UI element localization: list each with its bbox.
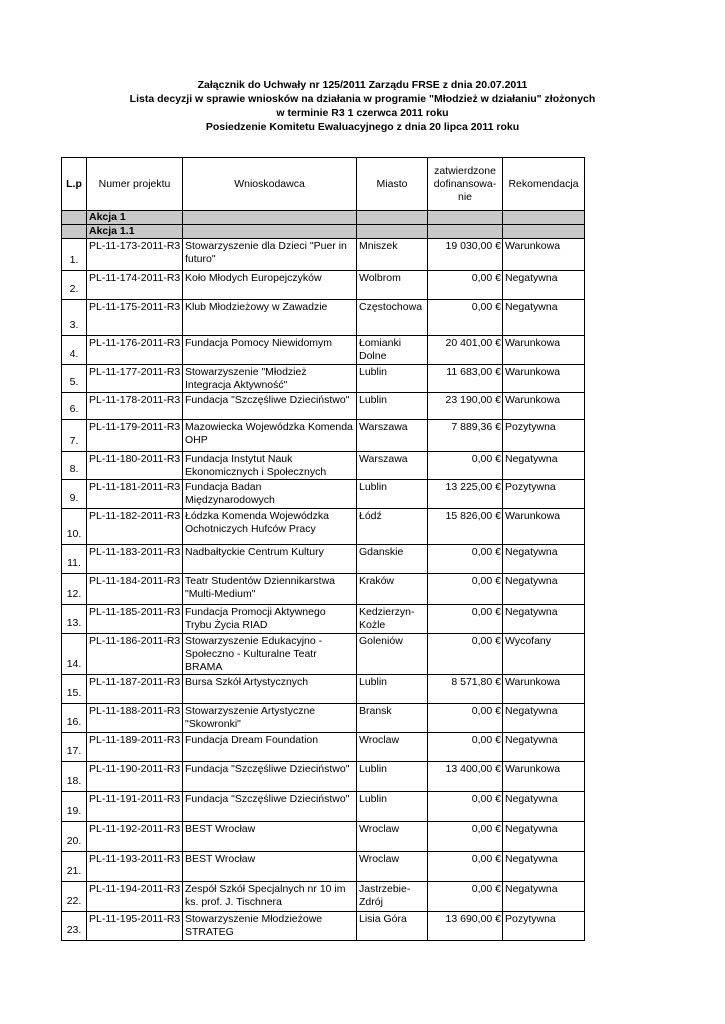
applicant-name-cell: BEST Wrocław bbox=[183, 852, 357, 882]
recommendation-cell: Negatywna bbox=[503, 792, 585, 822]
recommendation-cell: Negatywna bbox=[503, 822, 585, 852]
city-cell: Łomianki Dolne bbox=[357, 336, 428, 365]
table-row bbox=[62, 912, 585, 941]
table-row bbox=[62, 822, 585, 852]
project-number-cell: PL-11-187-2011-R3 bbox=[87, 675, 183, 704]
approved-amount-cell: 23 190,00 € bbox=[428, 393, 503, 420]
recommendation-cell: Pozytywna bbox=[503, 420, 585, 452]
table-row bbox=[62, 605, 585, 634]
city-cell: Mniszek bbox=[357, 239, 428, 271]
recommendation-cell: Negatywna bbox=[503, 605, 585, 634]
applicant-name-cell: Łódzka Komenda Wojewódzka Ochotniczych Hufców Pracy bbox=[183, 509, 357, 545]
applicant-name-cell: Bursa Szkół Artystycznych bbox=[183, 675, 357, 704]
row-number-cell: 15. bbox=[62, 675, 87, 704]
header-title: Załącznik do Uchwały nr 125/2011 Zarządu FRSE z dnia 20.07.2011 bbox=[197, 79, 528, 91]
city-cell: Lublin bbox=[357, 762, 428, 792]
row-number-cell: 19. bbox=[62, 792, 87, 822]
table-row bbox=[62, 271, 585, 300]
city-cell: Goleniów bbox=[357, 634, 428, 675]
row-number-cell: 23. bbox=[62, 912, 87, 941]
row-number-cell: 18. bbox=[62, 762, 87, 792]
project-number-cell: PL-11-176-2011-R3 bbox=[87, 336, 183, 365]
recommendation-cell: Negatywna bbox=[503, 271, 585, 300]
row-number-cell: 11. bbox=[62, 545, 87, 574]
applicant-name-cell: Stowarzyszenie Artystyczne "Skowronki" bbox=[183, 704, 357, 733]
row-number-cell: 22. bbox=[62, 882, 87, 912]
table-row bbox=[62, 545, 585, 574]
recommendation-cell: Warunkowa bbox=[503, 365, 585, 393]
table-row bbox=[62, 300, 585, 336]
city-cell: Gdanskie bbox=[357, 545, 428, 574]
city-cell: Lublin bbox=[357, 365, 428, 393]
project-number-cell: PL-11-191-2011-R3 bbox=[87, 792, 183, 822]
col-header-project: Numer projektu bbox=[87, 158, 183, 211]
approved-amount-cell: 0,00 € bbox=[428, 634, 503, 675]
approved-amount-cell: 0,00 € bbox=[428, 852, 503, 882]
row-number-cell: 4. bbox=[62, 336, 87, 365]
row-number-cell: 1. bbox=[62, 239, 87, 271]
row-number-cell: 13. bbox=[62, 605, 87, 634]
recommendation-cell: Negatywna bbox=[503, 574, 585, 605]
applicant-name-cell: Fundacja Dream Foundation bbox=[183, 733, 357, 762]
applicant-name-cell: Stowarzyszenie Edukacyjno - Społeczno - Kulturalne Teatr BRAMA bbox=[183, 634, 357, 675]
applicant-name-cell: Zespół Szkół Specjalnych nr 10 im ks. prof. J. Tischnera bbox=[183, 882, 357, 912]
recommendation-cell: Negatywna bbox=[503, 704, 585, 733]
approved-amount-cell: 0,00 € bbox=[428, 822, 503, 852]
table-row bbox=[62, 792, 585, 822]
approved-amount-cell: 13 690,00 € bbox=[428, 912, 503, 941]
table-row bbox=[62, 704, 585, 733]
approved-amount-cell: 0,00 € bbox=[428, 574, 503, 605]
city-cell: Warszawa bbox=[357, 452, 428, 480]
approved-amount-cell: 8 571,80 € bbox=[428, 675, 503, 704]
table-row bbox=[62, 480, 585, 509]
row-number-cell: 8. bbox=[62, 452, 87, 480]
project-number-cell: PL-11-188-2011-R3 bbox=[87, 704, 183, 733]
col-header-amount: zatwierdzone dofinansowa-nie bbox=[428, 158, 503, 211]
table-row bbox=[62, 882, 585, 912]
table-row bbox=[62, 509, 585, 545]
row-number-cell: 14. bbox=[62, 634, 87, 675]
approved-amount-cell: 0,00 € bbox=[428, 704, 503, 733]
table-row bbox=[62, 420, 585, 452]
section-label: Akcja 1 bbox=[87, 211, 183, 225]
row-number-cell: 5. bbox=[62, 365, 87, 393]
applicant-name-cell: Stowarzyszenie "Młodzież Integracja Aktywność" bbox=[183, 365, 357, 393]
applicant-name-cell: Teatr Studentów Dziennikarstwa "Multi-Medium" bbox=[183, 574, 357, 605]
recommendation-cell: Pozytywna bbox=[503, 912, 585, 941]
col-header-city: Miasto bbox=[357, 158, 428, 211]
table-row bbox=[62, 762, 585, 792]
table-row bbox=[62, 852, 585, 882]
table-row bbox=[62, 393, 585, 420]
city-cell: Lisia Góra bbox=[357, 912, 428, 941]
approved-amount-cell: 11 683,00 € bbox=[428, 365, 503, 393]
recommendation-cell: Negatywna bbox=[503, 452, 585, 480]
applicant-name-cell: Fundacja "Szczęśliwe Dzieciństwo" bbox=[183, 762, 357, 792]
section-row-akcja-1 bbox=[62, 211, 585, 225]
applicant-name-cell: Stowarzyszenie Młodzieżowe STRATEG bbox=[183, 912, 357, 941]
city-cell: Kedzierzyn-Kożle bbox=[357, 605, 428, 634]
table-row bbox=[62, 675, 585, 704]
row-number-cell: 17. bbox=[62, 733, 87, 762]
approved-amount-cell: 15 826,00 € bbox=[428, 509, 503, 545]
approved-amount-cell: 0,00 € bbox=[428, 545, 503, 574]
col-header-recommendation: Rekomendacja bbox=[503, 158, 585, 211]
project-number-cell: PL-11-177-2011-R3 bbox=[87, 365, 183, 393]
applicant-name-cell: Koło Młodych Europejczyków bbox=[183, 271, 357, 300]
row-number-cell: 21. bbox=[62, 852, 87, 882]
approved-amount-cell: 0,00 € bbox=[428, 733, 503, 762]
project-number-cell: PL-11-189-2011-R3 bbox=[87, 733, 183, 762]
project-number-cell: PL-11-173-2011-R3 bbox=[87, 239, 183, 271]
applicant-name-cell: BEST Wrocław bbox=[183, 822, 357, 852]
city-cell: Wroclaw bbox=[357, 852, 428, 882]
recommendation-cell: Warunkowa bbox=[503, 336, 585, 365]
table-header-row bbox=[62, 158, 585, 211]
approved-amount-cell: 13 400,00 € bbox=[428, 762, 503, 792]
recommendation-cell: Pozytywna bbox=[503, 480, 585, 509]
applicant-name-cell: Fundacja "Szczęśliwe Dzieciństwo" bbox=[183, 393, 357, 420]
recommendation-cell: Negatywna bbox=[503, 545, 585, 574]
table-row bbox=[62, 634, 585, 675]
row-number-cell: 20. bbox=[62, 822, 87, 852]
city-cell: Warszawa bbox=[357, 420, 428, 452]
applicant-name-cell: Stowarzyszenie dla Dzieci "Puer in futuro" bbox=[183, 239, 357, 271]
city-cell: Kraków bbox=[357, 574, 428, 605]
header-subtitle: Lista decyzji w sprawie wniosków na działania w programie "Młodzież w działaniu" złożonych bbox=[129, 93, 596, 105]
row-number-cell: 3. bbox=[62, 300, 87, 336]
approved-amount-cell: 0,00 € bbox=[428, 300, 503, 336]
applicant-name-cell: Fundacja Pomocy Niewidomym bbox=[183, 336, 357, 365]
approved-amount-cell: 20 401,00 € bbox=[428, 336, 503, 365]
approved-amount-cell: 0,00 € bbox=[428, 605, 503, 634]
applicant-name-cell: Fundacja "Szczęśliwe Dzieciństwo" bbox=[183, 792, 357, 822]
row-number-cell: 6. bbox=[62, 393, 87, 420]
project-number-cell: PL-11-194-2011-R3 bbox=[87, 882, 183, 912]
city-cell: Częstochowa bbox=[357, 300, 428, 336]
recommendation-cell: Negatywna bbox=[503, 733, 585, 762]
row-number-cell: 2. bbox=[62, 271, 87, 300]
approved-amount-cell: 0,00 € bbox=[428, 271, 503, 300]
city-cell: Wroclaw bbox=[357, 822, 428, 852]
project-number-cell: PL-11-182-2011-R3 bbox=[87, 509, 183, 545]
approved-amount-cell: 13 225,00 € bbox=[428, 480, 503, 509]
approved-amount-cell: 19 030,00 € bbox=[428, 239, 503, 271]
row-number-cell: 12. bbox=[62, 574, 87, 605]
applicant-name-cell: Mazowiecka Wojewódzka Komenda OHP bbox=[183, 420, 357, 452]
recommendation-cell: Wycofany bbox=[503, 634, 585, 675]
city-cell: Lublin bbox=[357, 480, 428, 509]
project-number-cell: PL-11-183-2011-R3 bbox=[87, 545, 183, 574]
table-row bbox=[62, 336, 585, 365]
applicant-name-cell: Fundacja Promocji Aktywnego Trybu Życia RIAD bbox=[183, 605, 357, 634]
project-number-cell: PL-11-195-2011-R3 bbox=[87, 912, 183, 941]
recommendation-cell: Warunkowa bbox=[503, 509, 585, 545]
project-number-cell: PL-11-186-2011-R3 bbox=[87, 634, 183, 675]
col-header-applicant: Wnioskodawca bbox=[183, 158, 357, 211]
project-number-cell: PL-11-185-2011-R3 bbox=[87, 605, 183, 634]
header-term: w terminie R3 1 czerwca 2011 roku bbox=[276, 107, 449, 119]
city-cell: Lublin bbox=[357, 792, 428, 822]
recommendation-cell: Warunkowa bbox=[503, 239, 585, 271]
project-number-cell: PL-11-180-2011-R3 bbox=[87, 452, 183, 480]
project-number-cell: PL-11-190-2011-R3 bbox=[87, 762, 183, 792]
applicant-name-cell: Fundacja Badan Międzynarodowych bbox=[183, 480, 357, 509]
project-number-cell: PL-11-181-2011-R3 bbox=[87, 480, 183, 509]
project-number-cell: PL-11-179-2011-R3 bbox=[87, 420, 183, 452]
city-cell: Lublin bbox=[357, 393, 428, 420]
table-row bbox=[62, 733, 585, 762]
header-session: Posiedzenie Komitetu Ewaluacyjnego z dnia 20 lipca 2011 roku bbox=[205, 121, 520, 133]
project-number-cell: PL-11-178-2011-R3 bbox=[87, 393, 183, 420]
city-cell: Lublin bbox=[357, 675, 428, 704]
project-number-cell: PL-11-192-2011-R3 bbox=[87, 822, 183, 852]
approved-amount-cell: 0,00 € bbox=[428, 882, 503, 912]
document-header bbox=[0, 78, 725, 134]
project-number-cell: PL-11-193-2011-R3 bbox=[87, 852, 183, 882]
recommendation-cell: Warunkowa bbox=[503, 675, 585, 704]
applicant-name-cell: Fundacja Instytut Nauk Ekonomicznych i Społecznych bbox=[183, 452, 357, 480]
city-cell: Bransk bbox=[357, 704, 428, 733]
recommendation-cell: Negatywna bbox=[503, 300, 585, 336]
recommendation-cell: Negatywna bbox=[503, 852, 585, 882]
row-number-cell: 10. bbox=[62, 509, 87, 545]
approved-amount-cell: 0,00 € bbox=[428, 452, 503, 480]
row-number-cell: 9. bbox=[62, 480, 87, 509]
table-row bbox=[62, 452, 585, 480]
decisions-table bbox=[61, 157, 585, 941]
row-number-cell: 7. bbox=[62, 420, 87, 452]
city-cell: Jastrzebie-Zdrój bbox=[357, 882, 428, 912]
city-cell: Wroclaw bbox=[357, 733, 428, 762]
project-number-cell: PL-11-175-2011-R3 bbox=[87, 300, 183, 336]
applicant-name-cell: Nadbałtyckie Centrum Kultury bbox=[183, 545, 357, 574]
city-cell: Wolbrom bbox=[357, 271, 428, 300]
row-number-cell: 16. bbox=[62, 704, 87, 733]
section-row-akcja-1-1 bbox=[62, 225, 585, 239]
table-row bbox=[62, 574, 585, 605]
approved-amount-cell: 7 889,36 € bbox=[428, 420, 503, 452]
recommendation-cell: Warunkowa bbox=[503, 393, 585, 420]
recommendation-cell: Warunkowa bbox=[503, 762, 585, 792]
table-row bbox=[62, 365, 585, 393]
recommendation-cell: Negatywna bbox=[503, 882, 585, 912]
city-cell: Łódź bbox=[357, 509, 428, 545]
section-label: Akcja 1.1 bbox=[87, 225, 183, 239]
project-number-cell: PL-11-184-2011-R3 bbox=[87, 574, 183, 605]
project-number-cell: PL-11-174-2011-R3 bbox=[87, 271, 183, 300]
approved-amount-cell: 0,00 € bbox=[428, 792, 503, 822]
col-header-lp: L.p bbox=[62, 158, 87, 211]
applicant-name-cell: Klub Młodzieżowy w Zawadzie bbox=[183, 300, 357, 336]
table-row bbox=[62, 239, 585, 271]
